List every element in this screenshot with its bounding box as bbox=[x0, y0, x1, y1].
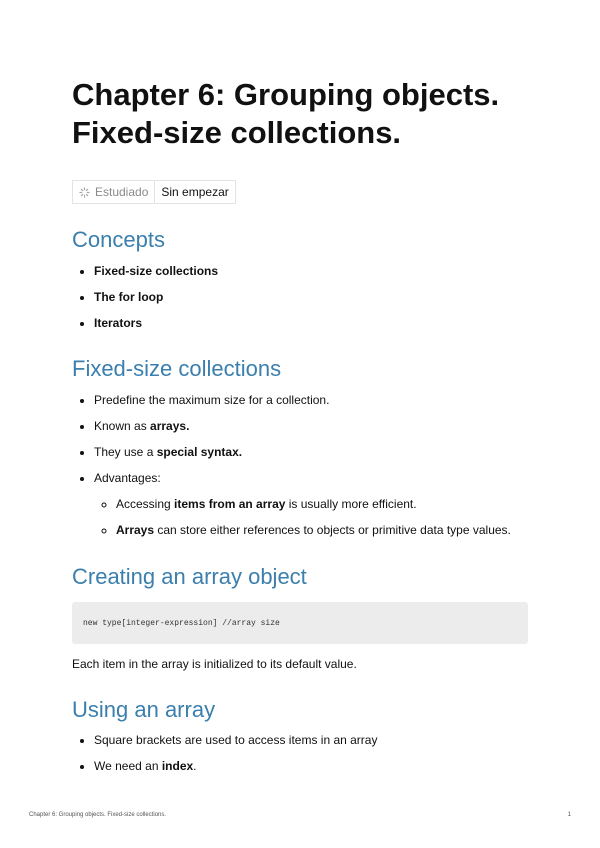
list-item: • Fixed-size collections bbox=[94, 264, 528, 279]
page-title-line-2: Fixed-size collections. bbox=[72, 115, 402, 150]
property-value[interactable]: Sin empezar bbox=[161, 185, 229, 199]
footer-title: Chapter 6: Grouping objects. Fixed-size collections. bbox=[29, 812, 167, 818]
section-heading-fixed-size: Fixed-size collections bbox=[72, 356, 282, 381]
list-item: ◦ Arrays can store either references to objects or primitive data type values. bbox=[116, 523, 528, 538]
section-heading-creating: Creating an array object bbox=[72, 564, 307, 589]
fixed-size-list bbox=[72, 393, 528, 538]
list-item: • We need an index. bbox=[94, 759, 528, 774]
list-item: • Advantages: ◦ Accessing items from an array is usually more efficient. ◦ Arrays can store either references to objects or primitive data type values. bbox=[94, 471, 528, 538]
page-title-line-1: Chapter 6: Grouping objects. bbox=[72, 77, 500, 112]
page-number: 1 bbox=[567, 812, 571, 818]
property-key bbox=[73, 181, 155, 203]
list-item: • They use a special syntax. bbox=[94, 445, 528, 460]
section-heading-using: Using an array bbox=[72, 697, 216, 722]
loading-spinner-icon bbox=[79, 187, 90, 198]
property-row bbox=[72, 180, 236, 204]
list-item: • Square brackets are used to access items in an array bbox=[94, 733, 528, 748]
document-page bbox=[72, 70, 528, 774]
advantages-list bbox=[94, 497, 528, 538]
list-item: ◦ Accessing items from an array is usually more efficient. bbox=[116, 497, 528, 512]
paragraph: Each item in the array is initialized to its default value. bbox=[72, 657, 357, 671]
property-key-label: Estudiado bbox=[95, 185, 149, 199]
list-item: • Predefine the maximum size for a collection. bbox=[94, 393, 528, 408]
list-item: • The for loop bbox=[94, 290, 528, 305]
using-list bbox=[72, 733, 528, 774]
section-heading-concepts: Concepts bbox=[72, 227, 165, 252]
list-item: • Iterators bbox=[94, 316, 528, 331]
concepts-list bbox=[72, 264, 528, 331]
list-item: • Known as arrays. bbox=[94, 419, 528, 434]
page-footer bbox=[29, 812, 571, 818]
code-block: new type[integer-expression] //array size bbox=[72, 602, 528, 644]
page-title bbox=[72, 76, 528, 152]
